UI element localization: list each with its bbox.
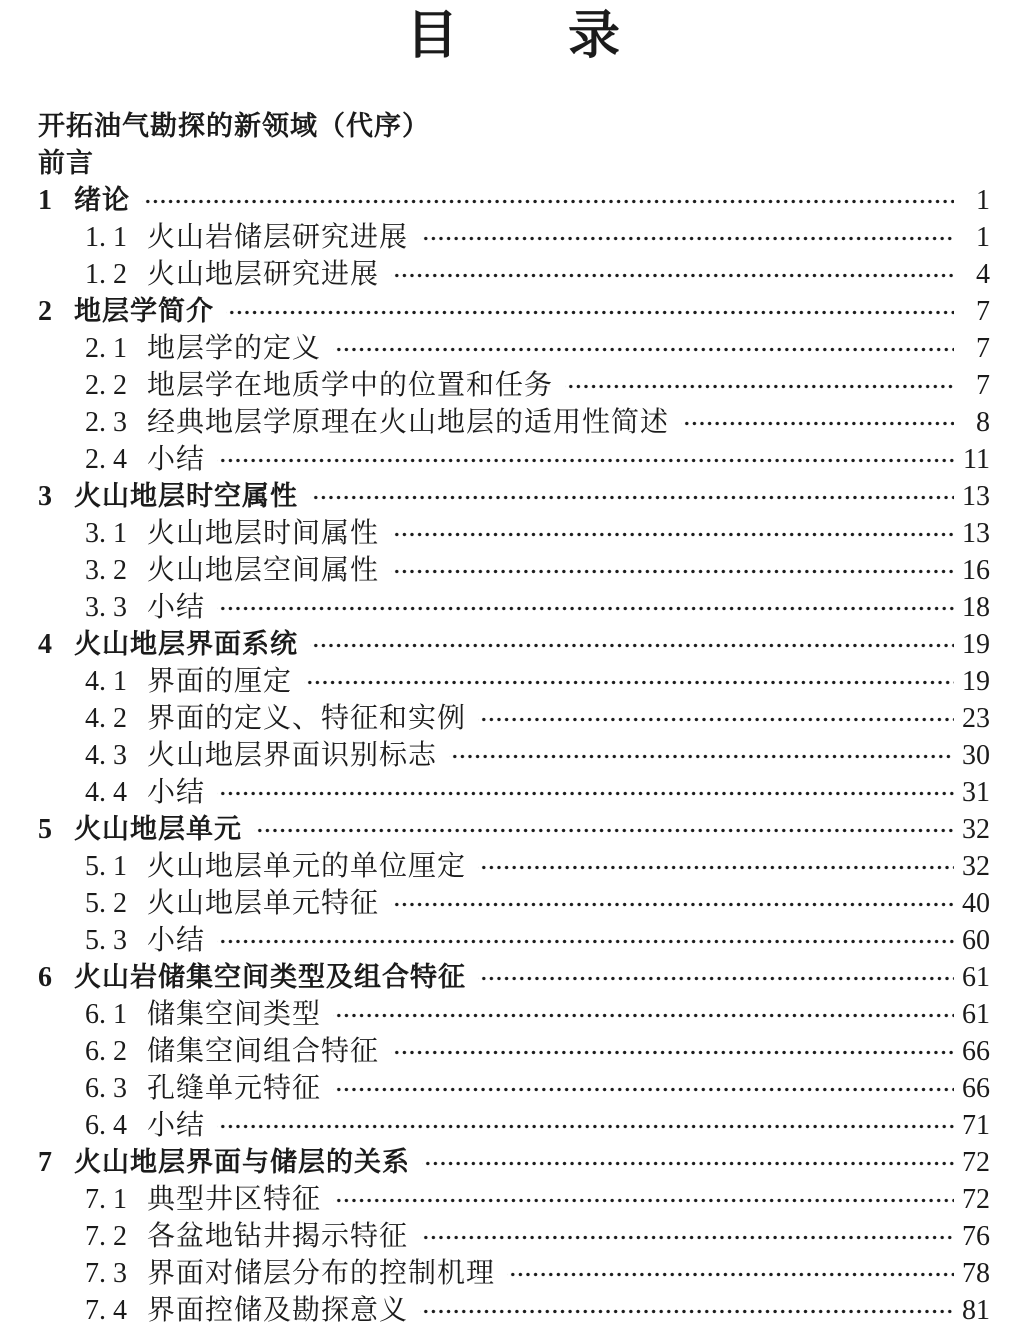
toc-subsection-row [38,1181,990,1218]
toc-subsection-row [38,589,990,626]
entry-number: 7. 2 [85,1221,127,1252]
toc-subsection-row [38,996,990,1033]
entry-label: 火山地层时空属性 [74,481,298,511]
entry-number: 2. 2 [85,370,127,401]
entry-page: 81 [962,1295,990,1326]
entry-page: 32 [962,814,990,845]
dot-leader [217,1119,954,1134]
entry-label: 火山地层时间属性 [147,518,380,549]
toc-subsection-row [38,1218,990,1255]
entry-label: 火山地层界面与储层的关系 [74,1147,410,1177]
entry-label: 孔缝单元特征 [147,1073,322,1104]
toc-subsection-row [38,737,990,774]
entry-number: 3. 2 [85,555,127,586]
toc-subsection-row [38,1292,990,1329]
entry-label: 火山岩储集空间类型及组合特征 [74,962,466,992]
entry-page: 30 [962,740,990,771]
front-matter [38,108,990,182]
entry-number: 4. 1 [85,666,127,697]
dot-leader [226,305,954,320]
entry-number: 1. 1 [85,222,127,253]
entry-page: 13 [962,518,990,549]
entry-number: 4. 3 [85,740,127,771]
entry-label: 小结 [147,1110,206,1141]
toc-subsection-row [38,256,990,293]
dot-leader [391,1045,954,1060]
front-matter-item: 开拓油气勘探的新领域（代序） [38,111,430,141]
entry-number: 7. 4 [85,1295,127,1326]
entry-label: 火山地层单元 [74,814,242,844]
dot-leader [333,342,954,357]
entry-page: 23 [962,703,990,734]
dot-leader [391,897,954,912]
toc-chapter-row [38,626,990,663]
dot-leader [478,712,954,727]
entry-number: 4 [38,629,52,660]
toc-subsection-row [38,700,990,737]
entry-number: 5. 1 [85,851,127,882]
entry-number: 5. 3 [85,925,127,956]
dot-leader [142,194,954,209]
entry-number: 6. 1 [85,999,127,1030]
entry-label: 储集空间组合特征 [147,1036,380,1067]
dot-leader [333,1008,954,1023]
entry-label: 火山地层界面系统 [74,629,298,659]
entry-label: 小结 [147,777,206,808]
entry-number: 3. 1 [85,518,127,549]
dot-leader [254,823,954,838]
entry-page: 61 [962,962,990,993]
entry-label: 典型井区特征 [147,1184,322,1215]
toc-chapter-row [38,182,990,219]
entry-number: 2. 3 [85,407,127,438]
dot-leader [565,379,954,394]
dot-leader [310,490,954,505]
entry-page: 13 [962,481,990,512]
entry-page: 7 [976,296,990,327]
dot-leader [310,638,954,653]
toc-subsection-row [38,1255,990,1292]
dot-leader [420,1304,954,1319]
entry-page: 32 [962,851,990,882]
entry-label: 界面控储及勘探意义 [147,1295,409,1326]
dot-leader [217,934,954,949]
toc-chapter-row [38,811,990,848]
entry-number: 2 [38,296,52,327]
entry-number: 6. 2 [85,1036,127,1067]
toc-subsection-row [38,515,990,552]
toc-chapter-row [38,959,990,996]
entry-number: 1. 2 [85,259,127,290]
toc-list [38,182,990,1329]
entry-number: 6. 4 [85,1110,127,1141]
entry-page: 78 [962,1258,990,1289]
toc-subsection-row [38,441,990,478]
entry-label: 界面的定义、特征和实例 [147,703,467,734]
entry-page: 19 [962,666,990,697]
entry-label: 界面对储层分布的控制机理 [147,1258,496,1289]
front-matter-item: 前言 [38,148,94,178]
entry-label: 火山地层单元特征 [147,888,380,919]
entry-page: 72 [962,1147,990,1178]
entry-number: 6. 3 [85,1073,127,1104]
dot-leader [420,1230,954,1245]
entry-page: 76 [962,1221,990,1252]
entry-label: 小结 [147,925,206,956]
entry-label: 火山地层单元的单位厘定 [147,851,467,882]
toc-chapter-row [38,293,990,330]
toc-subsection-row [38,219,990,256]
dot-leader [333,1193,954,1208]
toc-subsection-row [38,663,990,700]
entry-number: 3. 3 [85,592,127,623]
toc-subsection-row [38,330,990,367]
dot-leader [507,1267,954,1282]
entry-label: 界面的厘定 [147,666,293,697]
entry-label: 火山地层空间属性 [147,555,380,586]
toc-subsection-row [38,774,990,811]
entry-page: 61 [962,999,990,1030]
entry-label: 储集空间类型 [147,999,322,1030]
entry-page: 60 [962,925,990,956]
dot-leader [217,453,954,468]
entry-label: 地层学在地质学中的位置和任务 [147,370,554,401]
entry-page: 7 [976,370,990,401]
dot-leader [333,1082,954,1097]
entry-page: 66 [962,1073,990,1104]
entry-number: 6 [38,962,52,993]
entry-number: 2. 4 [85,444,127,475]
toc-subsection-row [38,367,990,404]
toc-subsection-row [38,1070,990,1107]
entry-number: 4. 4 [85,777,127,808]
entry-page: 72 [962,1184,990,1215]
toc-subsection-row [38,885,990,922]
entry-number: 2. 1 [85,333,127,364]
entry-page: 8 [976,407,990,438]
dot-leader [391,268,954,283]
entry-page: 1 [976,185,990,216]
dot-leader [449,749,954,764]
dot-leader [422,1156,954,1171]
entry-page: 31 [962,777,990,808]
entry-number: 3 [38,481,52,512]
entry-page: 71 [962,1110,990,1141]
entry-page: 19 [962,629,990,660]
entry-label: 小结 [147,444,206,475]
entry-page: 16 [962,555,990,586]
dot-leader [681,416,954,431]
entry-label: 经典地层学原理在火山地层的适用性简述 [147,407,670,438]
entry-number: 4. 2 [85,703,127,734]
entry-page: 1 [976,222,990,253]
entry-number: 5. 2 [85,888,127,919]
entry-label: 各盆地钻井揭示特征 [147,1221,409,1252]
toc-subsection-row [38,922,990,959]
dot-leader [217,601,954,616]
toc-subsection-row [38,1033,990,1070]
dot-leader [420,231,954,246]
entry-label: 地层学的定义 [147,333,322,364]
toc-chapter-row [38,478,990,515]
entry-label: 火山地层研究进展 [147,259,380,290]
toc-chapter-row [38,1144,990,1181]
dot-leader [391,527,954,542]
entry-page: 66 [962,1036,990,1067]
entry-page: 7 [976,333,990,364]
entry-page: 18 [962,592,990,623]
dot-leader [478,971,954,986]
toc-subsection-row [38,404,990,441]
entry-number: 1 [38,185,52,216]
entry-label: 地层学简介 [74,296,214,326]
toc-subsection-row [38,552,990,589]
entry-page: 4 [976,259,990,290]
dot-leader [217,786,954,801]
entry-number: 7. 1 [85,1184,127,1215]
entry-label: 小结 [147,592,206,623]
entry-page: 40 [962,888,990,919]
dot-leader [304,675,954,690]
entry-number: 7 [38,1147,52,1178]
page-title: 目 录 [405,8,622,65]
entry-label: 绪论 [74,185,130,215]
toc-subsection-row [38,1107,990,1144]
dot-leader [478,860,954,875]
dot-leader [391,564,954,579]
toc-subsection-row [38,848,990,885]
entry-number: 5 [38,814,52,845]
entry-number: 7. 3 [85,1258,127,1289]
entry-label: 火山岩储层研究进展 [147,222,409,253]
entry-page: 11 [963,444,990,475]
entry-label: 火山地层界面识别标志 [147,740,438,771]
